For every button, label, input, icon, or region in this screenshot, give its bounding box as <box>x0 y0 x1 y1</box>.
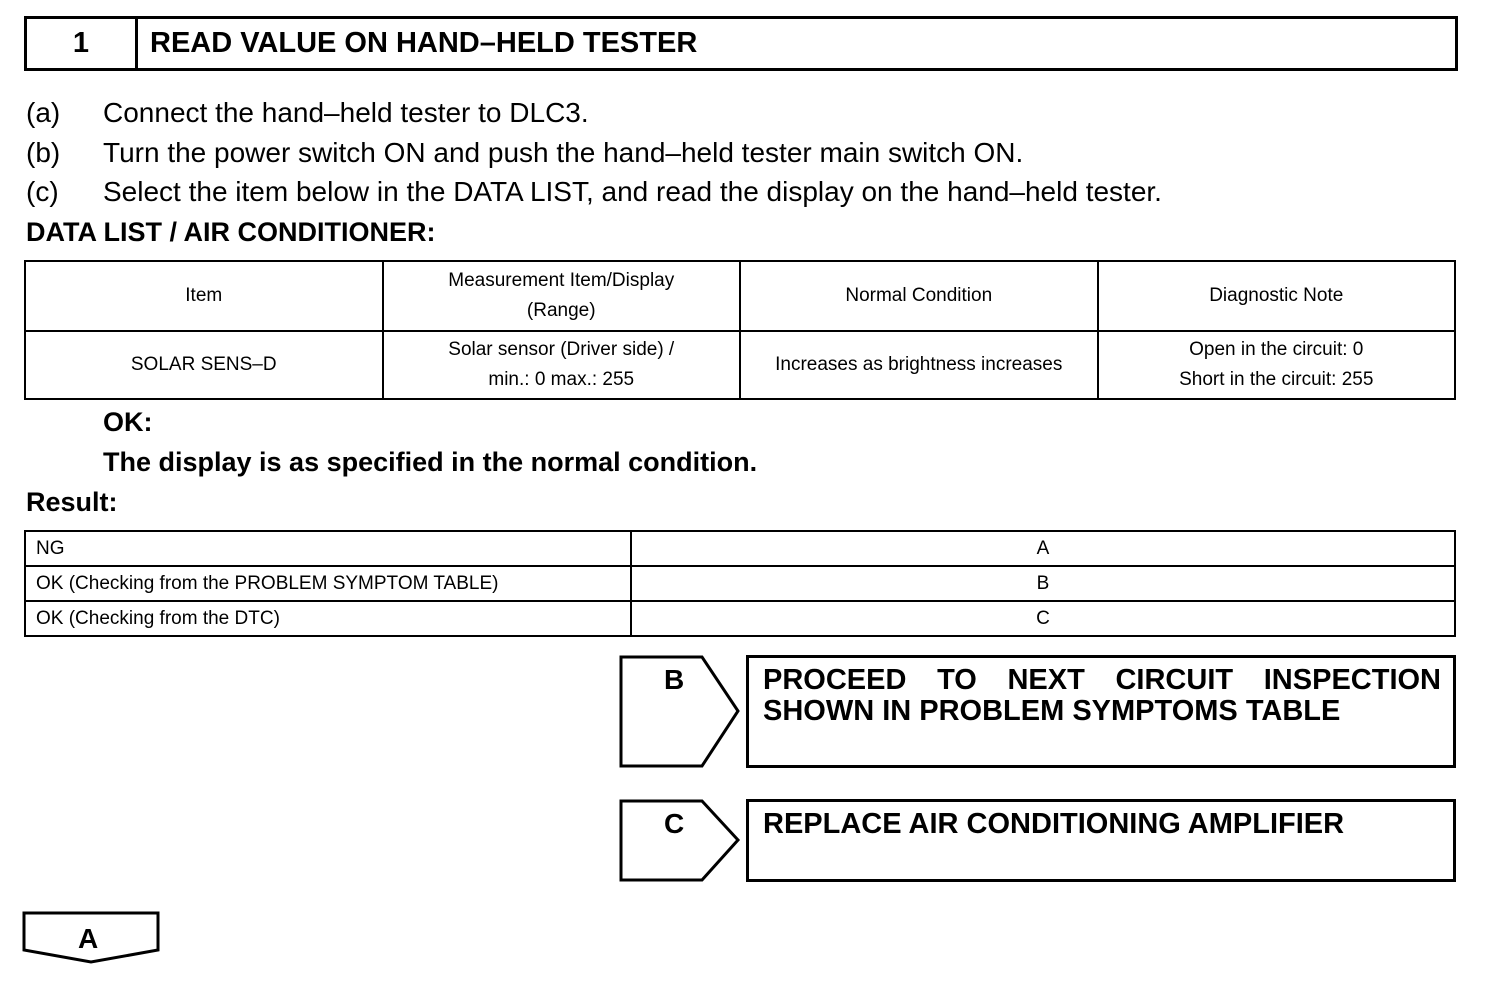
cell-measurement-line1: Solar sensor (Driver side) / <box>448 339 675 360</box>
branch-b-action <box>746 655 1456 768</box>
step-title: READ VALUE ON HAND–HELD TESTER <box>150 27 698 59</box>
branch-c-action <box>746 799 1456 882</box>
header-measurement-line1: Measurement Item/Display <box>448 270 675 291</box>
result-heading: Result: <box>26 487 118 517</box>
cell-measurement <box>383 331 741 399</box>
table-header-row <box>25 261 1455 331</box>
result-code: C <box>631 601 1455 636</box>
instruction-a <box>26 97 589 129</box>
instruction-label: (a) <box>26 97 61 128</box>
table-row <box>25 531 1455 566</box>
result-condition: NG <box>25 531 631 566</box>
instruction-text: Turn the power switch ON and push the hand–held tester main switch ON. <box>103 137 1024 168</box>
cell-item: SOLAR SENS–D <box>25 331 383 399</box>
instruction-text: Select the item below in the DATA LIST, and read the display on the hand–held tester. <box>103 176 1162 207</box>
result-code: A <box>631 531 1455 566</box>
table-row <box>25 566 1455 601</box>
branch-c-tag: C <box>664 808 685 839</box>
cell-note-line1: Open in the circuit: 0 <box>1189 339 1364 360</box>
header-measurement <box>383 261 741 331</box>
instruction-label: (b) <box>26 137 61 168</box>
cell-measurement-line2: min.: 0 max.: 255 <box>488 369 635 390</box>
result-condition: OK (Checking from the PROBLEM SYMPTOM TABLE) <box>25 566 631 601</box>
step-number: 1 <box>27 19 138 68</box>
header-measurement-line2: (Range) <box>526 300 596 321</box>
header-normal-condition: Normal Condition <box>740 261 1098 331</box>
result-code: B <box>631 566 1455 601</box>
branch-b-action-line1: PROCEED TO NEXT CIRCUIT INSPECTION <box>763 664 1441 696</box>
cell-normal-condition: Increases as brightness increases <box>740 331 1098 399</box>
instruction-label: (c) <box>26 176 59 207</box>
branch-b-tag: B <box>664 664 685 695</box>
ok-text: The display is as specified in the normal condition. <box>103 447 758 477</box>
step-header <box>24 16 1458 71</box>
data-list-heading: DATA LIST / AIR CONDITIONER: <box>26 217 436 247</box>
table-row <box>25 601 1455 636</box>
branch-c-action-line1: REPLACE AIR CONDITIONING AMPLIFIER <box>763 808 1345 840</box>
result-table <box>24 530 1456 637</box>
header-item: Item <box>25 261 383 331</box>
data-list-table <box>24 260 1456 400</box>
cell-note-line2: Short in the circuit: 255 <box>1179 369 1374 390</box>
branch-b-action-line2: SHOWN IN PROBLEM SYMPTOMS TABLE <box>763 695 1341 727</box>
ok-label: OK: <box>103 407 153 437</box>
table-row <box>25 331 1455 399</box>
instruction-b <box>26 137 1023 169</box>
continue-a-tag: A <box>78 923 99 954</box>
header-diagnostic-note: Diagnostic Note <box>1098 261 1456 331</box>
instruction-c <box>26 176 1162 208</box>
instruction-text: Connect the hand–held tester to DLC3. <box>103 97 589 128</box>
cell-diagnostic-note <box>1098 331 1456 399</box>
result-condition: OK (Checking from the DTC) <box>25 601 631 636</box>
